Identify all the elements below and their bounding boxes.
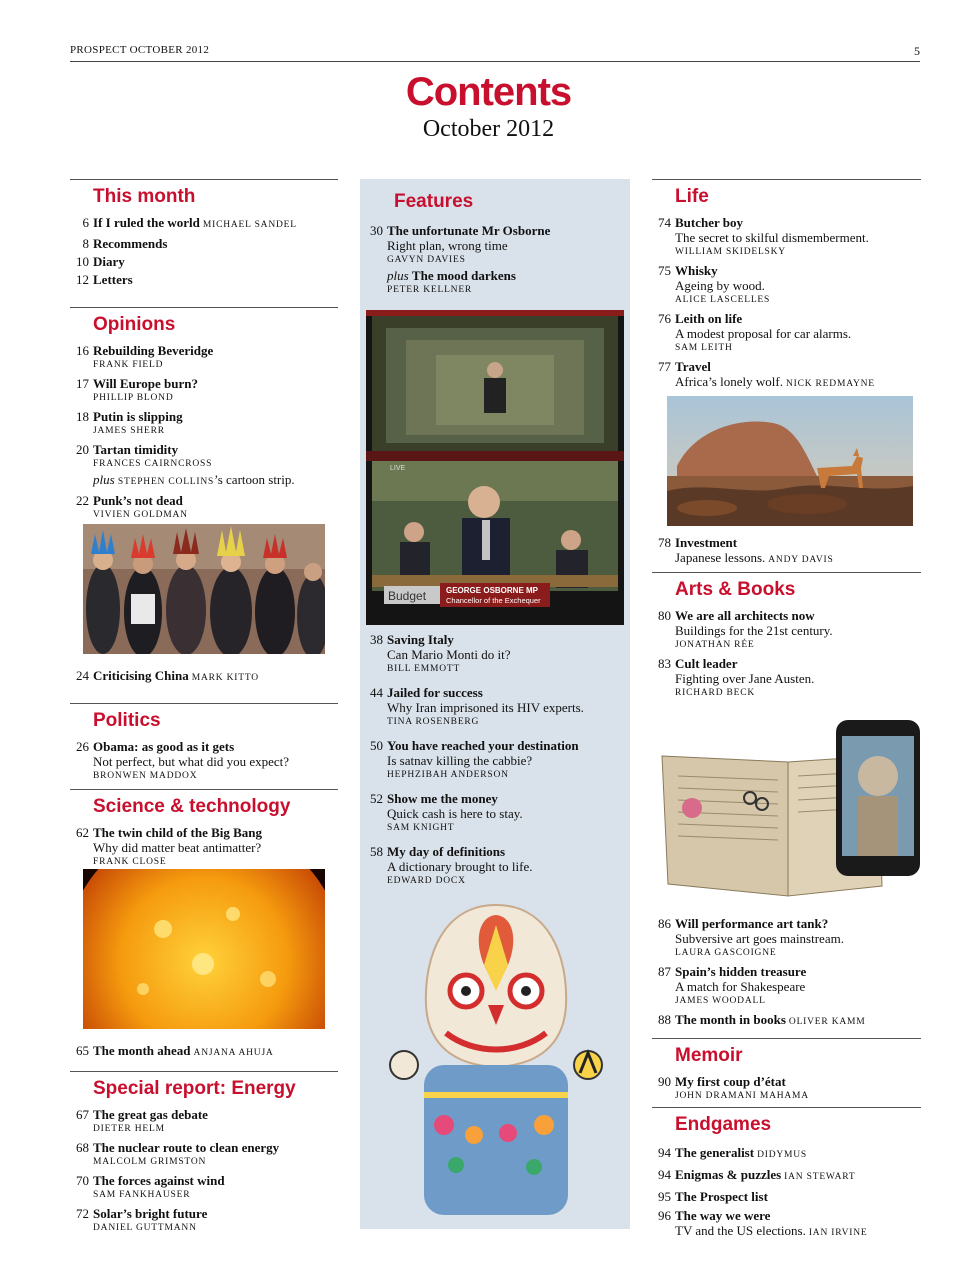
entry-title: Whisky [675,263,718,278]
page-number: 5 [914,44,920,58]
entry-author: RICHARD BECK [675,688,756,698]
caption-name: GEORGE OSBORNE MP [446,586,539,595]
entry-title: The month ahead [93,1043,191,1058]
toc-entry[interactable] [652,608,921,653]
toc-entry[interactable] [70,1140,338,1170]
entry-subtitle: Fighting over Jane Austen. [675,671,815,686]
entry-page: 88 [658,1012,671,1027]
entry-title: Letters [93,272,133,287]
toc-entry[interactable] [652,1074,921,1104]
toc-entry[interactable] [652,535,921,568]
section-title: Endgames [675,1114,772,1135]
entry-author: MALCOLM GRIMSTON [93,1157,207,1167]
entry-title: Criticising China [93,668,189,683]
entry-title: Investment [675,535,738,550]
entry-title: The unfortunate Mr Osborne [387,223,551,238]
entry-page: 6 [82,215,89,230]
punks-photo [83,524,325,654]
entry-subtitle: Ageing by wood. [675,278,765,293]
entry-title: The way we were [675,1208,771,1223]
entry-author: IAN IRVINE [808,1228,868,1238]
entry-page: 72 [76,1206,89,1221]
entry-title: The twin child of the Big Bang [93,825,263,840]
entry-page: 94 [658,1167,671,1182]
entry-author: VIVIEN GOLDMAN [93,510,188,520]
toc-entry[interactable] [652,359,921,392]
entry-page: 24 [76,668,89,683]
entry-author: ALICE LASCELLES [675,295,771,305]
toc-entry[interactable] [652,1208,921,1241]
entry-title: Tartan timidity [93,442,179,457]
toc-entry[interactable] [70,1173,338,1203]
section-title: Opinions [93,314,176,335]
entry-subtitle: Why Iran imprisoned its HIV experts. [387,700,584,715]
entry-author: SAM LEITH [675,343,733,353]
entry-title: Spain’s hidden treasure [675,964,807,979]
toc-entry[interactable] [70,409,338,439]
entry-author: MICHAEL SANDEL [202,220,297,230]
entry-author: LAURA GASCOIGNE [675,948,777,958]
entry-subtitle: The secret to skilful dismemberment. [675,230,869,245]
entry-author: ANDY DAVIS [768,555,834,565]
toc-entry[interactable] [70,215,338,233]
caption-role: Chancellor of the Exchequer [446,596,541,605]
toc-entry[interactable] [652,916,921,961]
toc-entry[interactable] [652,1167,921,1185]
entry-author: DIETER HELM [93,1124,165,1134]
entry-title: The mood darkens [411,268,516,283]
entry-title: The generalist [675,1145,755,1160]
entry-page: 18 [76,409,89,424]
entry-subtitle: A dictionary brought to life. [387,859,533,874]
entry-title: My first coup d’état [675,1074,786,1089]
toc-entry[interactable] [652,263,921,308]
doll-illustration [384,895,608,1229]
entry-page: 80 [658,608,671,623]
entry-page: 22 [76,493,89,508]
entry-title: The great gas debate [93,1107,208,1122]
section-title: Special report: Energy [93,1078,296,1099]
entry-page: 58 [370,844,383,859]
entry-page: 70 [76,1173,89,1188]
section-title: This month [93,186,196,207]
entry-title: Solar’s bright future [93,1206,208,1221]
entry-page: 96 [658,1208,671,1223]
page-title: Contents [405,70,572,114]
entry-page: 50 [370,738,383,753]
entry-author: BILL EMMOTT [387,664,461,674]
entry-author: PHILLIP BLOND [93,393,174,403]
entry-author: WILLIAM SKIDELSKY [675,247,786,257]
section-title: Features [394,191,474,212]
section-title: Science & technology [93,796,291,817]
entry-page: 8 [82,236,89,251]
osborne-photo [366,310,624,625]
caption-live: LIVE [390,465,406,472]
toc-entry[interactable] [70,254,338,269]
section-memoir [652,1038,921,1107]
toc-entry[interactable] [70,1206,338,1236]
plus-word: plus [387,268,409,283]
entry-title: Obama: as good as it gets [93,739,235,754]
entry-title: The Prospect list [675,1189,768,1204]
section-this-month [70,179,338,307]
entry-subtitle: Right plan, wrong time [387,238,508,253]
toc-entry[interactable] [652,964,921,1009]
toc-entry[interactable] [364,844,626,889]
entry-page: 86 [658,916,671,931]
entry-subtitle: Japanese lessons. [675,550,766,565]
features-column [360,179,630,1229]
entry-subtitle: Is satnav killing the cabbie? [387,753,533,768]
entry-author: STEPHEN COLLINS [117,477,215,487]
toc-entry[interactable] [364,685,626,730]
entry-page: 12 [76,272,89,287]
entry-page: 90 [658,1074,671,1089]
section-title: Memoir [675,1045,743,1066]
entry-author: DIDYMUS [757,1150,808,1160]
entry-page: 75 [658,263,671,278]
header-rule [70,61,920,62]
entry-subtitle: A match for Shakespeare [675,979,806,994]
entry-page: 52 [370,791,383,806]
toc-entry[interactable] [652,311,921,356]
toc-entry[interactable] [70,376,338,406]
entry-plus-rest: ’s cartoon strip. [214,472,295,487]
entry-author: IAN STEWART [784,1172,856,1182]
entry-author: JAMES WOODALL [675,996,766,1006]
entry-page: 20 [76,442,89,457]
entry-title: We are all architects now [675,608,815,623]
entry-subtitle-line [675,550,921,568]
entry-page: 38 [370,632,383,647]
entry-author: NICK REDMAYNE [785,379,875,389]
toc-entry[interactable] [70,1043,338,1061]
entry-author: TINA ROSENBERG [387,717,480,727]
entry-title: Jailed for success [387,685,483,700]
section-special-report [70,1071,338,1236]
entry-page: 62 [76,825,89,840]
entry-title: Leith on life [675,311,743,326]
entry-page: 30 [370,223,383,238]
toc-entry[interactable] [652,1189,921,1204]
toc-entry[interactable] [70,493,338,523]
entry-title: Recommends [93,236,168,251]
entry-author: BRONWEN MADDOX [93,771,198,781]
entry-author: ANJANA AHUJA [193,1048,274,1058]
entry-title: My day of definitions [387,844,506,859]
caption-tag: Budget [388,589,427,603]
entry-subtitle: Africa’s lonely wolf. [675,374,783,389]
entry-author: EDWARD DOCX [387,876,466,886]
entry-author: FRANK FIELD [93,360,164,370]
entry-page: 10 [76,254,89,269]
entry-subtitle: Subversive art goes mainstream. [675,931,844,946]
section-politics [70,703,338,789]
entry-subtitle: Quick cash is here to stay. [387,806,523,821]
entry-subtitle: TV and the US elections. [675,1223,806,1238]
entry-page: 83 [658,656,671,671]
entry-author: JAMES SHERR [93,426,165,436]
plus-word: plus [93,472,115,487]
entry-author: MARK KITTO [191,673,259,683]
toc-entry[interactable] [70,236,338,251]
entry-plus-line [387,268,630,283]
toc-entry[interactable] [364,791,626,836]
entry-author: JOHN DRAMANI MAHAMA [675,1091,809,1101]
entry-page: 17 [76,376,89,391]
toc-entry[interactable] [364,738,626,783]
section-title: Life [675,186,709,207]
entry-title: Diary [93,254,125,269]
section-endgames [652,1107,921,1241]
entry-page: 87 [658,964,671,979]
entry-subtitle-line [675,1223,921,1241]
entry-title: Putin is slipping [93,409,183,424]
entry-page: 78 [658,535,671,550]
entry-author: JONATHAN RÉE [675,640,755,650]
entry-page: 77 [658,359,671,374]
entry-page: 67 [76,1107,89,1122]
entry-subtitle: Can Mario Monti do it? [387,647,511,662]
entry-page: 44 [370,685,383,700]
section-title: Politics [93,710,161,731]
entry-title: Punk’s not dead [93,493,183,508]
entry-subtitle: A modest proposal for car alarms. [675,326,852,341]
entry-title: Will performance art tank? [675,916,829,931]
wolf-photo [667,396,913,526]
entry-author: FRANK CLOSE [93,857,167,867]
running-header: PROSPECT OCTOBER 2012 [70,44,210,56]
toc-entry[interactable] [70,272,338,287]
entry-page: 26 [76,739,89,754]
entry-page: 94 [658,1145,671,1160]
entry-subtitle: Why did matter beat antimatter? [93,840,262,855]
entry-title: If I ruled the world [93,215,200,230]
entry-title: Cult leader [675,656,738,671]
entry-author: FRANCES CAIRNCROSS [93,459,213,469]
entry-page: 68 [76,1140,89,1155]
left-column [70,179,338,1239]
entry-title: Show me the money [387,791,498,806]
toc-entry[interactable] [70,739,338,784]
toc-entry[interactable] [70,825,338,870]
entry-author: SAM FANKHAUSER [93,1190,191,1200]
entry-title: You have reached your destination [387,738,579,753]
toc-entry[interactable] [652,215,921,260]
entry-title: The month in books [675,1012,786,1027]
entry-author: PETER KELLNER [387,285,473,295]
toc-entry[interactable] [70,668,338,686]
entry-subtitle-line [675,374,921,392]
entry-subtitle: Not perfect, but what did you expect? [93,754,290,769]
toc-entry[interactable] [364,223,630,298]
entry-page: 65 [76,1043,89,1058]
entry-page: 16 [76,343,89,358]
page-subtitle: October 2012 [422,116,555,142]
entry-title: Enigmas & puzzles [675,1167,782,1182]
entry-author: GAVYN DAVIES [387,255,466,265]
toc-entry[interactable] [70,343,338,373]
entry-plus-line [93,472,338,490]
toc-entry[interactable] [364,632,626,677]
toc-entry[interactable] [70,1107,338,1137]
toc-entry[interactable] [652,1012,921,1030]
entry-author: HEPHZIBAH ANDERSON [387,770,509,780]
entry-author: OLIVER KAMM [788,1017,866,1027]
toc-entry[interactable] [652,656,921,701]
entry-title: Travel [675,359,711,374]
section-title: Arts & Books [675,579,796,600]
right-column [652,179,921,1244]
entry-title: Rebuilding Beveridge [93,343,214,358]
entry-title: The nuclear route to clean energy [93,1140,280,1155]
book-phone-photo [658,716,922,900]
toc-entry[interactable] [652,1145,921,1163]
entry-title: Saving Italy [387,632,454,647]
entry-subtitle: Buildings for the 21st century. [675,623,833,638]
entry-page: 76 [658,311,671,326]
entry-page: 74 [658,215,671,230]
entry-page: 95 [658,1189,671,1204]
entry-author: SAM KNIGHT [387,823,455,833]
entry-title: Butcher boy [675,215,744,230]
entry-title: Will Europe burn? [93,376,198,391]
entry-title: The forces against wind [93,1173,225,1188]
entry-author: DANIEL GUTTMANN [93,1223,197,1233]
sun-photo [83,869,325,1029]
toc-entry[interactable] [70,442,338,490]
